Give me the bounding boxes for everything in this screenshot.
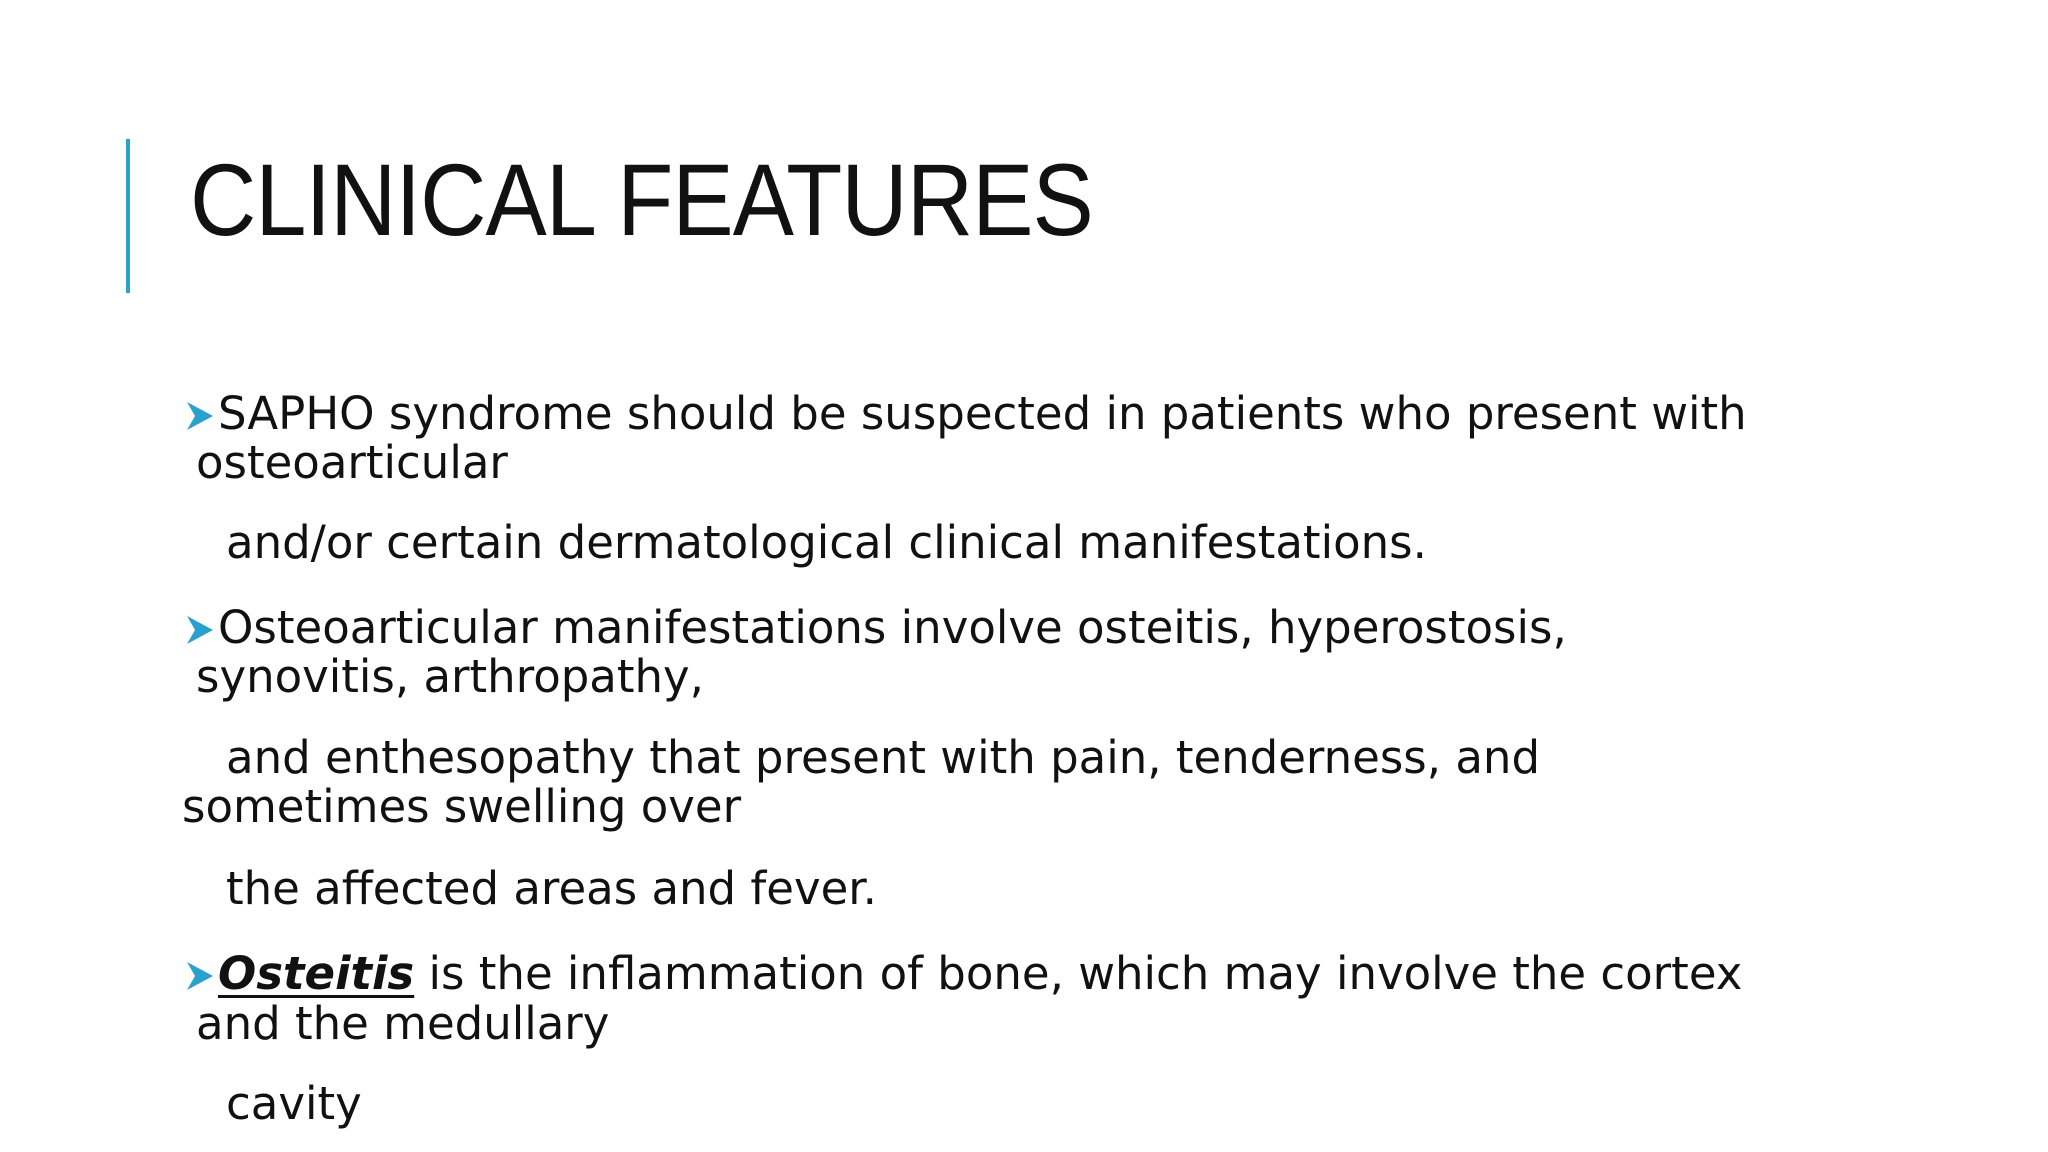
arrow-bullet-icon [185, 613, 215, 647]
bullet-2-line-4: sometimes swelling over [182, 780, 742, 833]
bullet-2-line-3: and enthesopathy that present with pain, tenderness, and [226, 731, 1541, 784]
bullet-2-line-2: synovitis, arthropathy, [196, 650, 704, 703]
slide-title: CLINICAL FEATURES [190, 143, 1093, 257]
bullet-1-line-3: and/or certain dermatological clinical manifestations. [226, 516, 1427, 569]
bullet-2-line-1: Osteoarticular manifestations involve osteitis, hyperostosis, [218, 601, 1567, 654]
bullet-1-line-2: osteoarticular [196, 436, 508, 489]
bullet-3-line-1 [218, 949, 1742, 999]
bullet-3-line-1-text: is the inflammation of bone, which may involve the cortex [414, 947, 1743, 1000]
bullet-1-line-1: SAPHO syndrome should be suspected in patients who present with [218, 387, 1747, 440]
keyword-osteitis: Osteitis [218, 947, 415, 1000]
bullet-2-line-5: the affected areas and fever. [226, 862, 877, 915]
bullet-3-line-3: cavity [226, 1077, 362, 1130]
bullet-3-line-2: and the medullary [196, 997, 610, 1050]
arrow-bullet-icon [185, 399, 215, 433]
arrow-bullet-icon [185, 959, 215, 993]
